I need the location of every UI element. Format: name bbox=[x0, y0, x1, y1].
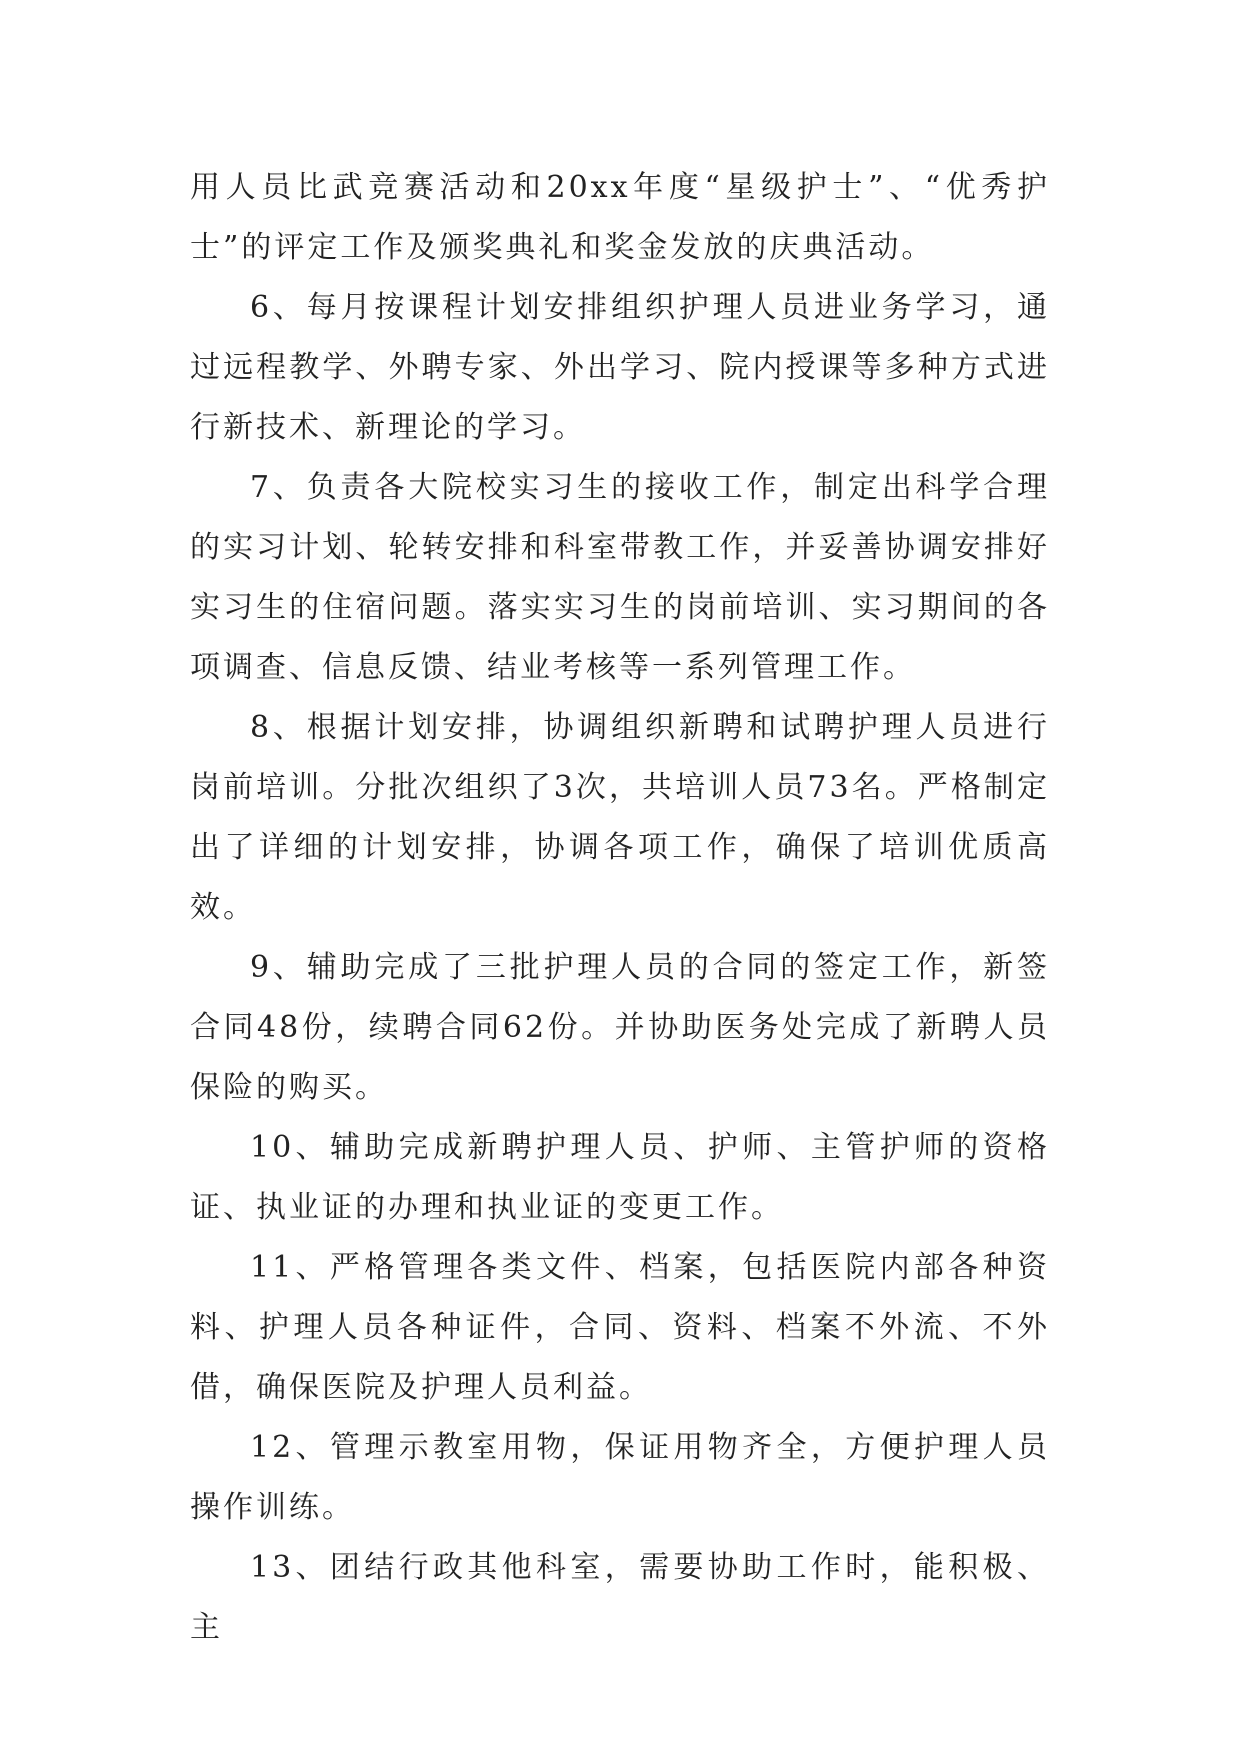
paragraph-item-13: 13、团结行政其他科室，需要协助工作时，能积极、主 bbox=[190, 1550, 1050, 1645]
paragraph-item-9: 9、辅助完成了三批护理人员的合同的签定工作，新签合同48份，续聘合同62份。并协助医务处完成了新聘人员保险的购买。 bbox=[190, 950, 1050, 1105]
paragraph-item-7: 7、负责各大院校实习生的接收工作，制定出科学合理的实习计划、轮转安排和科室带教工作，并妥善协调安排好实习生的住宿问题。落实实习生的岗前培训、实习期间的各项调查、信息反馈、结业考核等一系列管理工作。 bbox=[190, 470, 1050, 685]
paragraph-item-6: 6、每月按课程计划安排组织护理人员进业务学习，通过远程教学、外聘专家、外出学习、院内授课等多种方式进行新技术、新理论的学习。 bbox=[190, 290, 1050, 445]
paragraph-item-11: 11、严格管理各类文件、档案，包括医院内部各种资料、护理人员各种证件，合同、资料、档案不外流、不外借，确保医院及护理人员利益。 bbox=[190, 1250, 1050, 1405]
paragraph-item-8: 8、根据计划安排，协调组织新聘和试聘护理人员进行岗前培训。分批次组织了3次，共培训人员73名。严格制定出了详细的计划安排，协调各项工作，确保了培训优质高效。 bbox=[190, 710, 1050, 925]
paragraph-continued: 用人员比武竞赛活动和20xx年度“星级护士”、“优秀护士”的评定工作及颁奖典礼和奖金发放的庆典活动。 bbox=[190, 170, 1050, 265]
document-body bbox=[190, 158, 1050, 1658]
paragraph-item-12: 12、管理示教室用物，保证用物齐全，方便护理人员操作训练。 bbox=[190, 1430, 1050, 1525]
paragraph-item-10: 10、辅助完成新聘护理人员、护师、主管护师的资格证、执业证的办理和执业证的变更工作。 bbox=[190, 1130, 1050, 1225]
